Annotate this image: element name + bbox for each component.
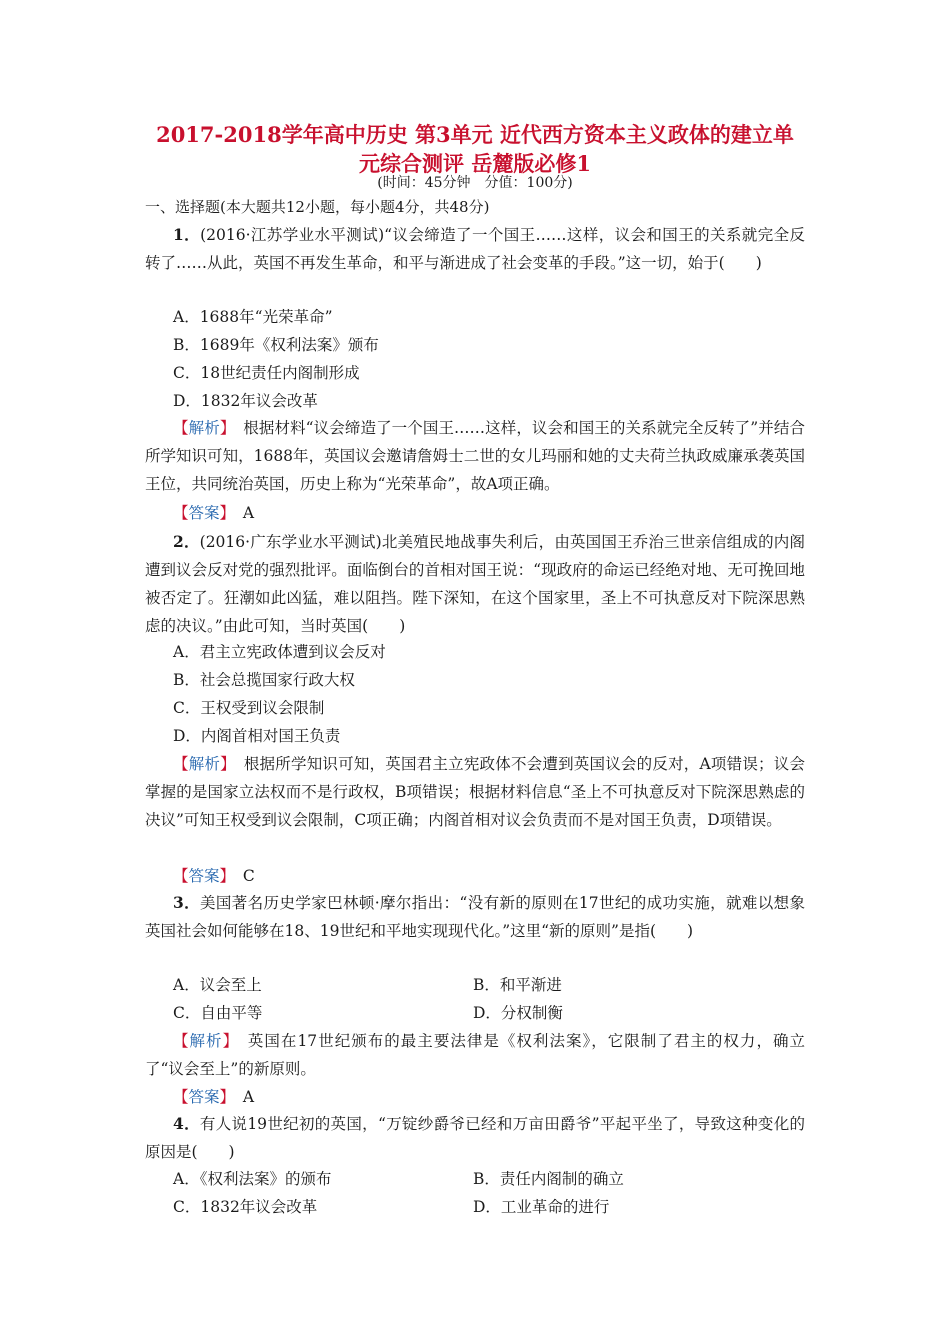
answer-value: C <box>242 867 255 885</box>
question-1-option-b: B．1689年《权利法案》颁布 <box>173 336 379 354</box>
question-4-option-c: C．1832年议会改革 <box>173 1198 318 1216</box>
document-title <box>100 120 850 178</box>
question-1-stem <box>145 221 805 277</box>
question-number: 4． <box>173 1114 200 1133</box>
analysis-label: 【解析】 <box>173 755 229 773</box>
question-text: (2016·广东学业水平测试)北美殖民地战事失利后，由英国国王乔治三世亲信组成的内阁遭到议会反对党的强烈批评。面临倒台的首相对国王说：“现政府的命运已经绝对地、无可挽回地被否定了。狂潮如此凶猛，难以阻挡。陛下深知，在这个国家里，圣上不可执意反对下院深思熟虑的决议。”由此可知，当时英国( ) <box>145 533 805 635</box>
title-line-1: 2017-2018学年高中历史 第3单元 近代西方资本主义政体的建立单 <box>156 122 794 147</box>
exam-meta: (时间：45分钟 分值：100分) <box>377 175 573 191</box>
question-2-analysis <box>145 750 805 834</box>
question-3-option-d: D．分权制衡 <box>473 1004 563 1022</box>
answer-value: A <box>242 1088 255 1106</box>
question-1-option-c: C．18世纪责任内阁制形成 <box>173 364 360 382</box>
question-4-option-b: B．责任内阁制的确立 <box>473 1170 624 1188</box>
question-4-option-d: D．工业革命的进行 <box>473 1198 610 1216</box>
analysis-text: 根据所学知识可知，英国君主立宪政体不会遭到英国议会的反对，A项错误；议会掌握的是国家立法权而不是行政权，B项错误；根据材料信息“圣上不可执意反对下院深思熟虑的决议”可知王权受到议会限制，C项正确；内阁首相对议会负责而不是对国王负责，D项错误。 <box>145 755 805 829</box>
answer-label: 【答案】 <box>173 867 228 885</box>
question-1-option-d: D．1832年议会改革 <box>173 392 318 410</box>
question-number: 2． <box>173 532 200 551</box>
question-1-answer <box>173 503 254 523</box>
analysis-label: 【解析】 <box>173 419 228 437</box>
question-2-option-a: A．君主立宪政体遭到议会反对 <box>173 643 386 661</box>
question-3-analysis <box>145 1027 805 1083</box>
question-3-option-b: B．和平渐进 <box>473 976 562 994</box>
analysis-text: 根据材料“议会缔造了一个国王……这样，议会和国王的关系就完全反转了”并结合所学知识可知，1688年，英国议会邀请詹姆士二世的女儿玛丽和她的丈夫荷兰执政威廉承袭英国王位，共同统治英国，历史上称为“光荣革命”，故A项正确。 <box>145 419 805 493</box>
question-number: 3． <box>173 893 201 912</box>
question-text: 美国著名历史学家巴林顿·摩尔指出：“没有新的原则在17世纪的成功实施，就难以想象英国社会如何能够在18、19世纪和平地实现现代化。”这里“新的原则”是指( ) <box>145 894 805 940</box>
question-3-option-c: C．自由平等 <box>173 1004 263 1022</box>
question-3-stem <box>145 889 805 945</box>
analysis-text: 英国在17世纪颁布的最主要法律是《权利法案》，它限制了君主的权力，确立了“议会至上”的新原则。 <box>145 1032 805 1078</box>
question-4-option-a: A．《权利法案》的颁布 <box>173 1170 332 1188</box>
question-number: 1． <box>173 225 201 244</box>
question-1-option-a: A．1688年“光荣革命” <box>173 308 333 326</box>
question-3-option-a: A．议会至上 <box>173 976 262 994</box>
question-text: (2016·江苏学业水平测试)“议会缔造了一个国王……这样，议会和国王的关系就完全反转了……从此，英国不再发生革命，和平与渐进成了社会变革的手段。”这一切，始于( ) <box>145 226 805 272</box>
question-1-analysis <box>145 414 805 498</box>
answer-label: 【答案】 <box>173 1088 228 1106</box>
question-2-option-b: B．社会总揽国家行政大权 <box>173 671 355 689</box>
question-2-stem <box>145 528 805 640</box>
question-4-stem <box>145 1110 805 1166</box>
title-line-2: 元综合测评 岳麓版必修1 <box>359 151 591 176</box>
answer-value: A <box>242 504 255 522</box>
question-text: 有人说19世纪初的英国，“万锭纱爵爷已经和万亩田爵爷”平起平坐了，导致这种变化的原因是( ) <box>145 1115 805 1161</box>
section-heading: 一、选择题(本大题共12小题，每小题4分，共48分) <box>145 198 490 216</box>
question-2-option-d: D．内阁首相对国王负责 <box>173 727 341 745</box>
question-2-option-c: C．王权受到议会限制 <box>173 699 325 717</box>
question-2-answer <box>173 866 255 886</box>
question-3-answer <box>173 1087 254 1107</box>
answer-label: 【答案】 <box>173 504 228 522</box>
analysis-label: 【解析】 <box>173 1032 232 1050</box>
